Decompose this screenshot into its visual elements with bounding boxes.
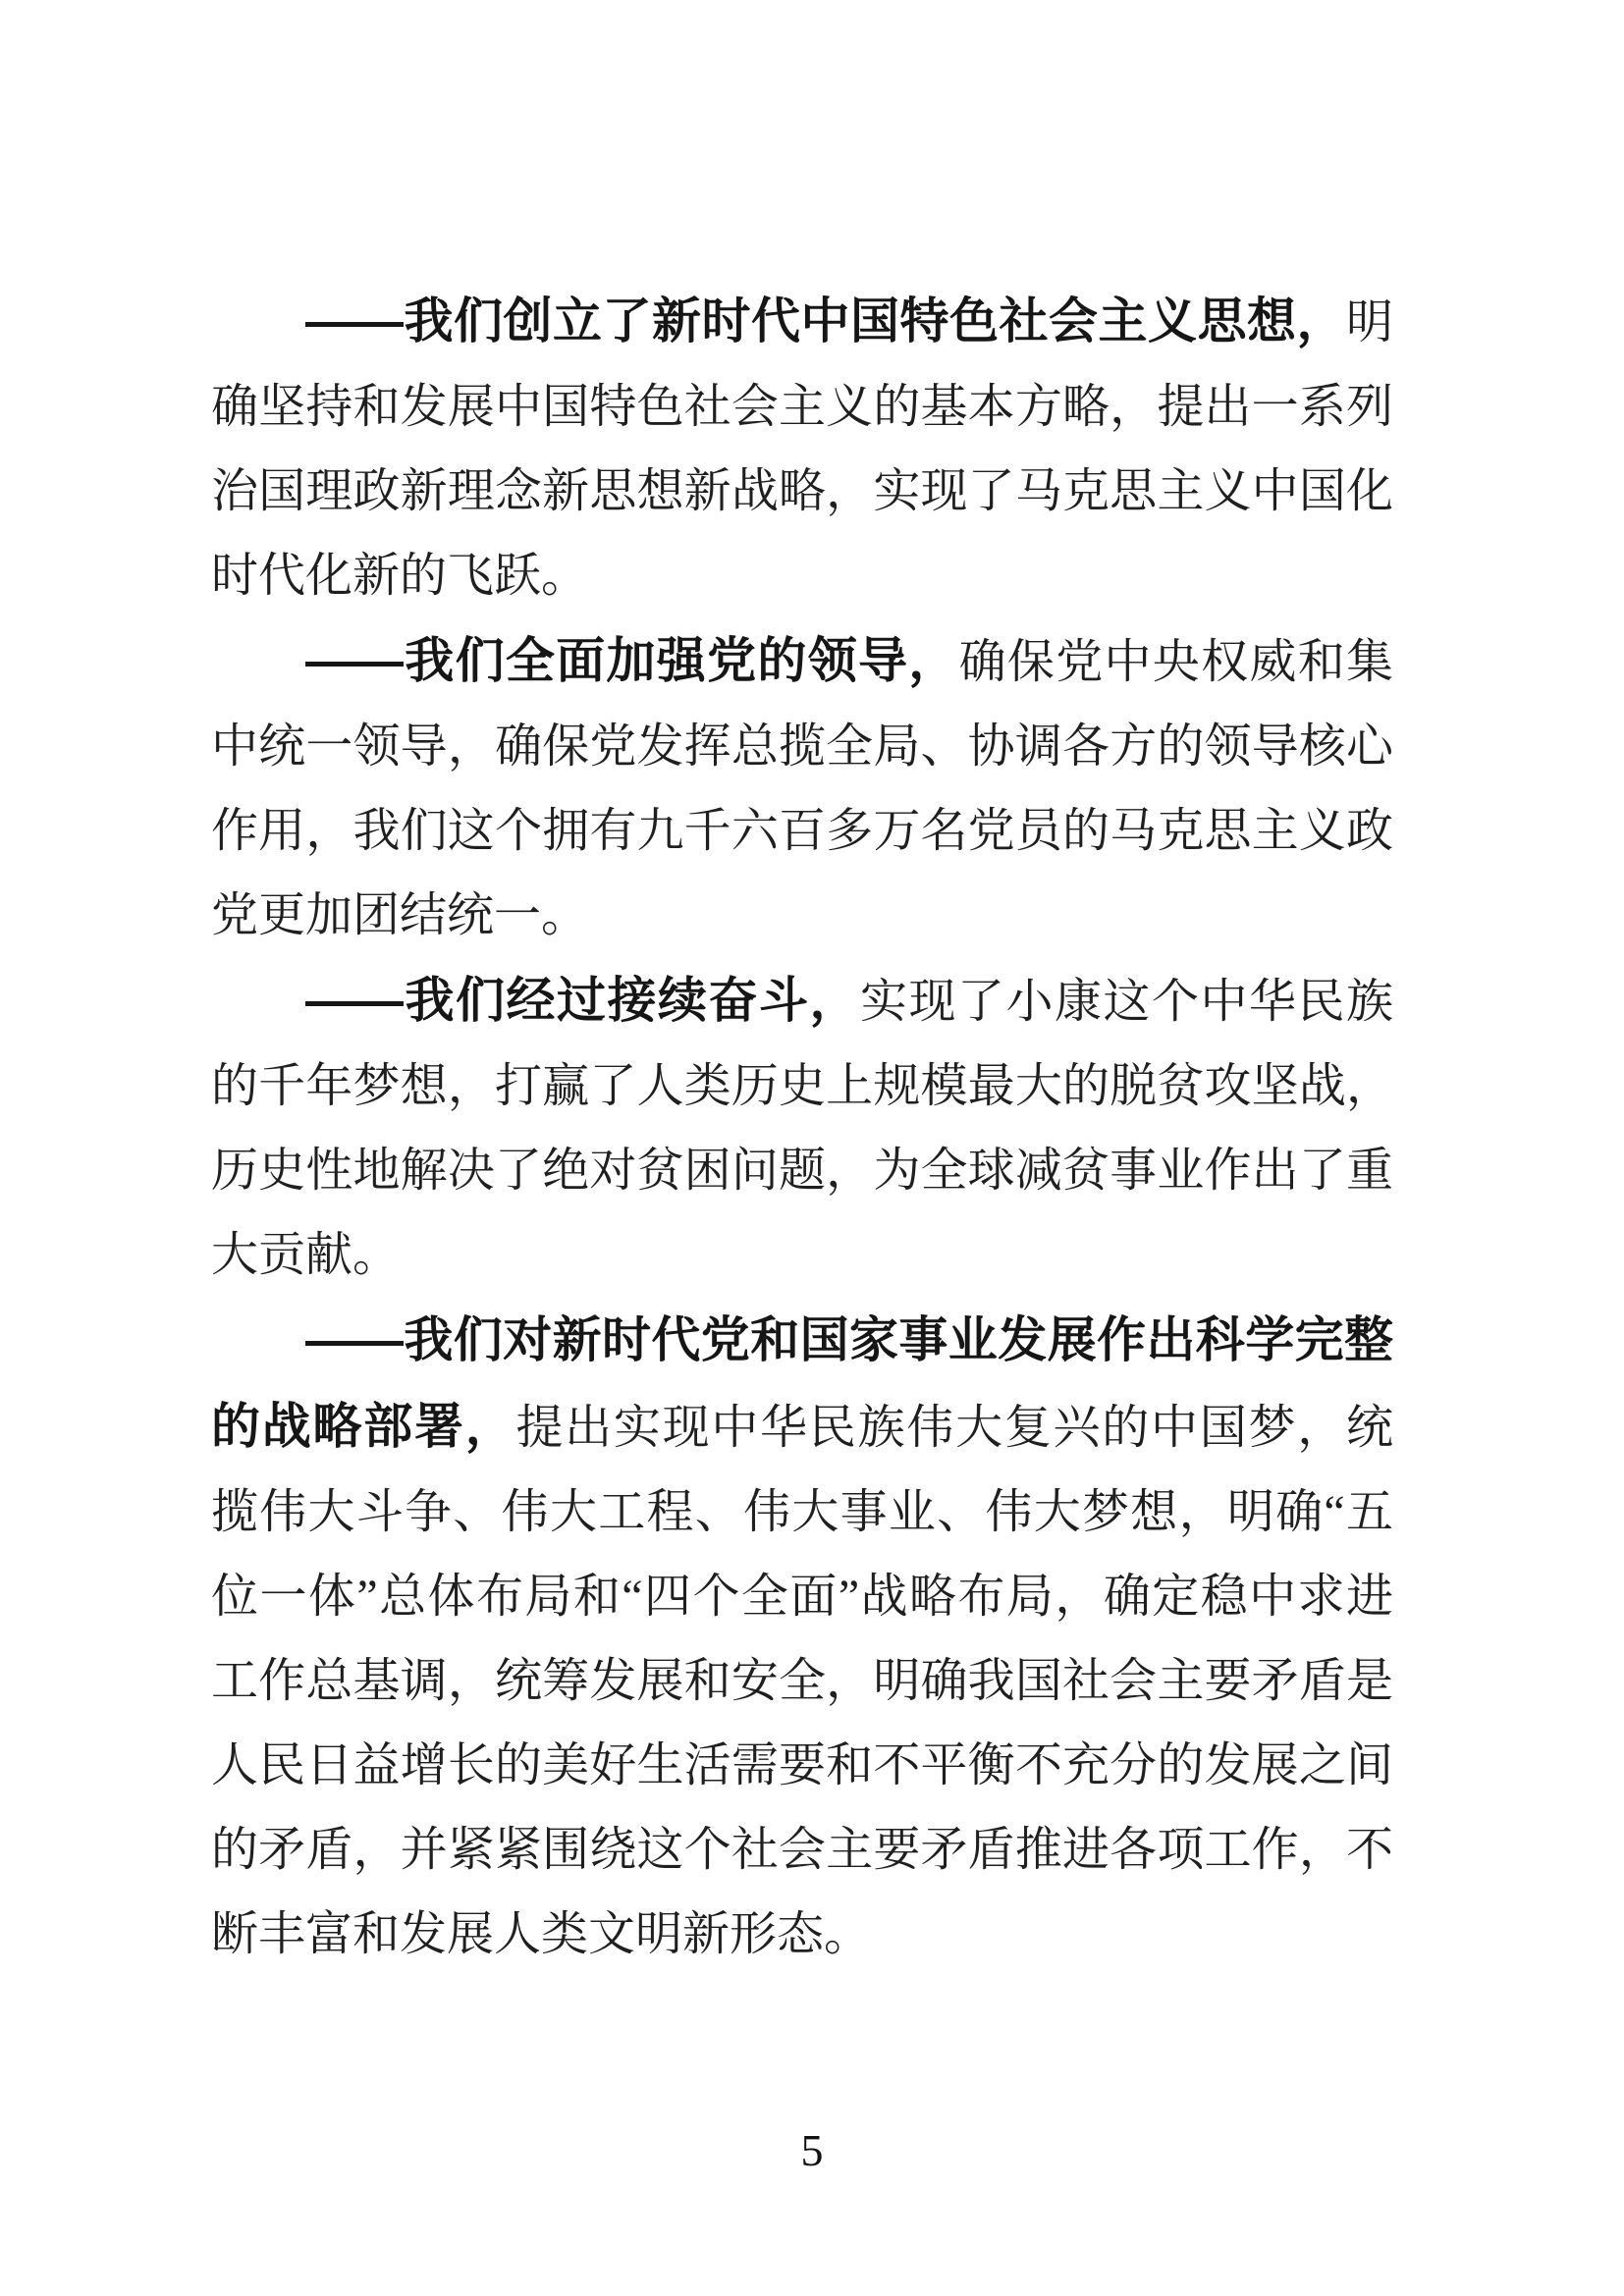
page-number: 5 xyxy=(800,2125,824,2175)
paragraph-1-lead-bold: ——我们创立了新时代中国特色社会主义思想， xyxy=(305,294,1346,348)
paragraph-4-lead-bold: ——我们对新时代党和国家事业发展作出科学完整的战略部署， xyxy=(211,1312,1393,1454)
paragraph-4 xyxy=(211,1298,1393,1977)
paragraph-3-lead-bold: ——我们经过接续奋斗， xyxy=(305,973,860,1028)
paragraph-1 xyxy=(211,279,1393,618)
paragraph-1-text: 明确坚持和发展中国特色社会主义的基本方略，提出一系列治国理政新理念新思想新战略，实现了马克思主义中国化时代化新的飞跃。 xyxy=(211,296,1393,602)
paragraph-3-text: 实现了小康这个中华民族的千年梦想，打赢了人类历史上规模最大的脱贫攻坚战，历史性地解决了绝对贫困问题，为全球减贫事业作出了重大贡献。 xyxy=(211,976,1393,1281)
paragraph-2 xyxy=(211,618,1393,958)
paragraph-2-lead-bold: ——我们全面加强党的领导， xyxy=(305,633,959,688)
paragraph-2-text: 确保党中央权威和集中统一领导，确保党发挥总揽全局、协调各方的领导核心作用，我们这个拥有九千六百多万名党员的马克思主义政党更加团结统一。 xyxy=(211,636,1393,941)
document-body xyxy=(211,279,1393,1977)
paragraph-4-text: 提出实现中华民族伟大复兴的中国梦，统揽伟大斗争、伟大工程、伟大事业、伟大梦想，明确“五位一体”总体布局和“四个全面”战略布局，确定稳中求进工作总基调，统筹发展和安全，明确我国社会主要矛盾是人民日益增长的美好生活需要和不平衡不充分的发展之间的矛盾，并紧紧围绕这个社会主要矛盾推进各项工作，不断丰富和发展人类文明新形态。 xyxy=(211,1402,1393,1960)
paragraph-3 xyxy=(211,958,1393,1298)
